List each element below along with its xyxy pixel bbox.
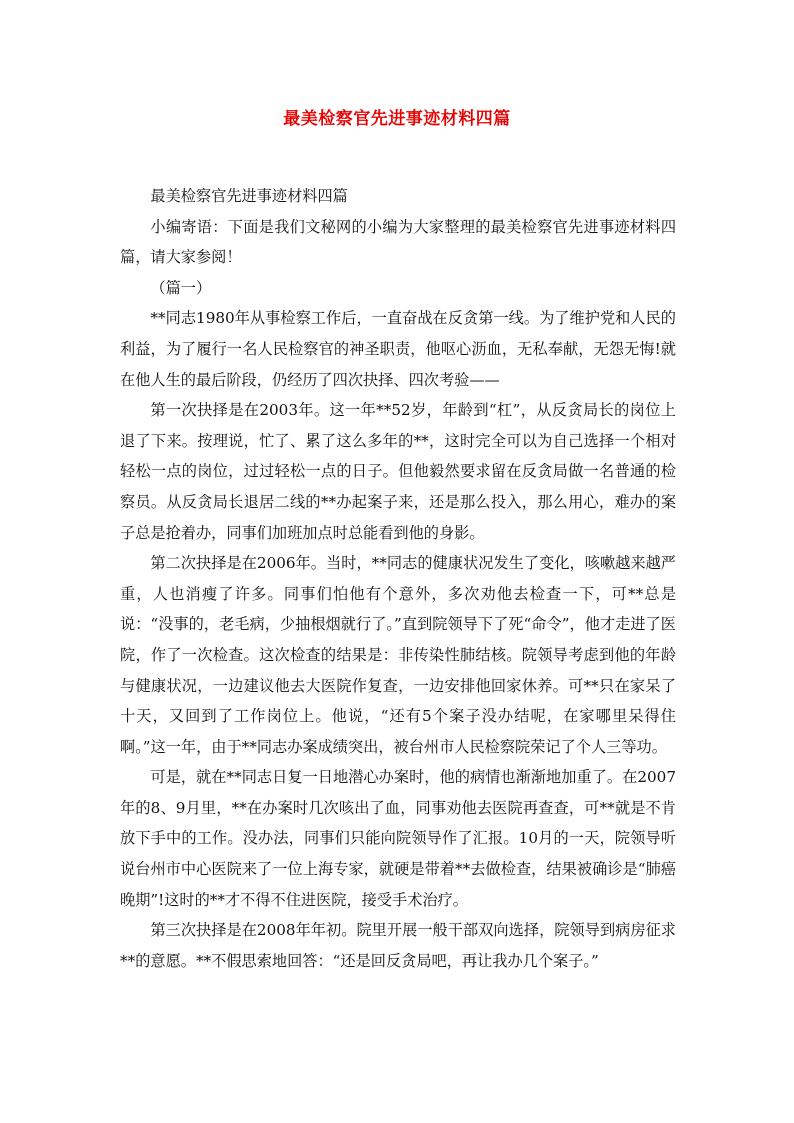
paragraph-third-choice: 第三次抉择是在2008年年初。院里开展一般干部双向选择，院领导到病房征求**的意愿。**不假思索地回答：“还是回反贪局吧，再让我办几个案子。” (120, 921, 676, 970)
paragraph-second-choice: 第二次抉择是在2006年。当时，**同志的健康状况发生了变化，咳嗽越来越严重，人也消瘦了许多。同事们怕他有个意外，多次劝他去检查一下，可**总是说：“没事的，老毛病，少抽根烟就行了。”直到院领导下了死“命令”，他才走进了医院，作了一次检查。这次检查的结果是：非传染性肺结核。院领导考虑到他的年龄与健康状况，一边建议他去大医院作复查，一边安排他回家休养。可**只在家呆了十天，又回到了工作岗位上。他说，“还有5个案子没办结呢，在家哪里呆得住啊。”这一年，由于**同志办案成绩突出，被台州市人民检察院荣记了个人三等功。 (120, 554, 676, 756)
paragraph-illness: 可是，就在**同志日复一日地潜心办案时，他的病情也渐渐地加重了。在2007年的8、9月里，**在办案时几次咳出了血，同事劝他去医院再查查，可**就是不肯放下手中的工作。没办法，同事们只能向院领导作了汇报。10月的一天，院领导听说台州市中心医院来了一位上海专家，就硬是带着**去做检查，结果被确诊是“肺癌晚期”!这时的**才不得不住进医院，接受手术治疗。 (120, 768, 676, 909)
paragraph-first-choice: 第一次抉择是在2003年。这一年**52岁，年龄到“杠”，从反贪局长的岗位上退了下来。按理说，忙了、累了这么多年的**，这时完全可以为自己选择一个相对轻松一点的岗位，过过轻松一点的日子。但他毅然要求留在反贪局做一名普通的检察员。从反贪局长退居二线的**办起案子来，还是那么投入，那么用心，难办的案子总是抢着办，同事们加班加点时总能看到他的身影。 (120, 401, 676, 542)
document-body (120, 181, 676, 976)
paragraph-intro: **同志1980年从事检察工作后，一直奋战在反贪第一线。为了维护党和人民的利益，为了履行一名人民检察官的神圣职责，他呕心沥血，无私奉献，无怨无悔!就在他人生的最后阶段，仍经历了四次抉择、四次考验—— (120, 309, 676, 389)
paragraph-editor-note: 小编寄语：下面是我们文秘网的小编为大家整理的最美检察官先进事迹材料四篇，请大家参阅！ (120, 217, 676, 267)
paragraph-subtitle: 最美检察官先进事迹材料四篇 (150, 187, 348, 205)
paragraph-section-heading: （篇一） (150, 278, 212, 297)
document-title: 最美检察官先进事迹材料四篇 (283, 109, 511, 129)
